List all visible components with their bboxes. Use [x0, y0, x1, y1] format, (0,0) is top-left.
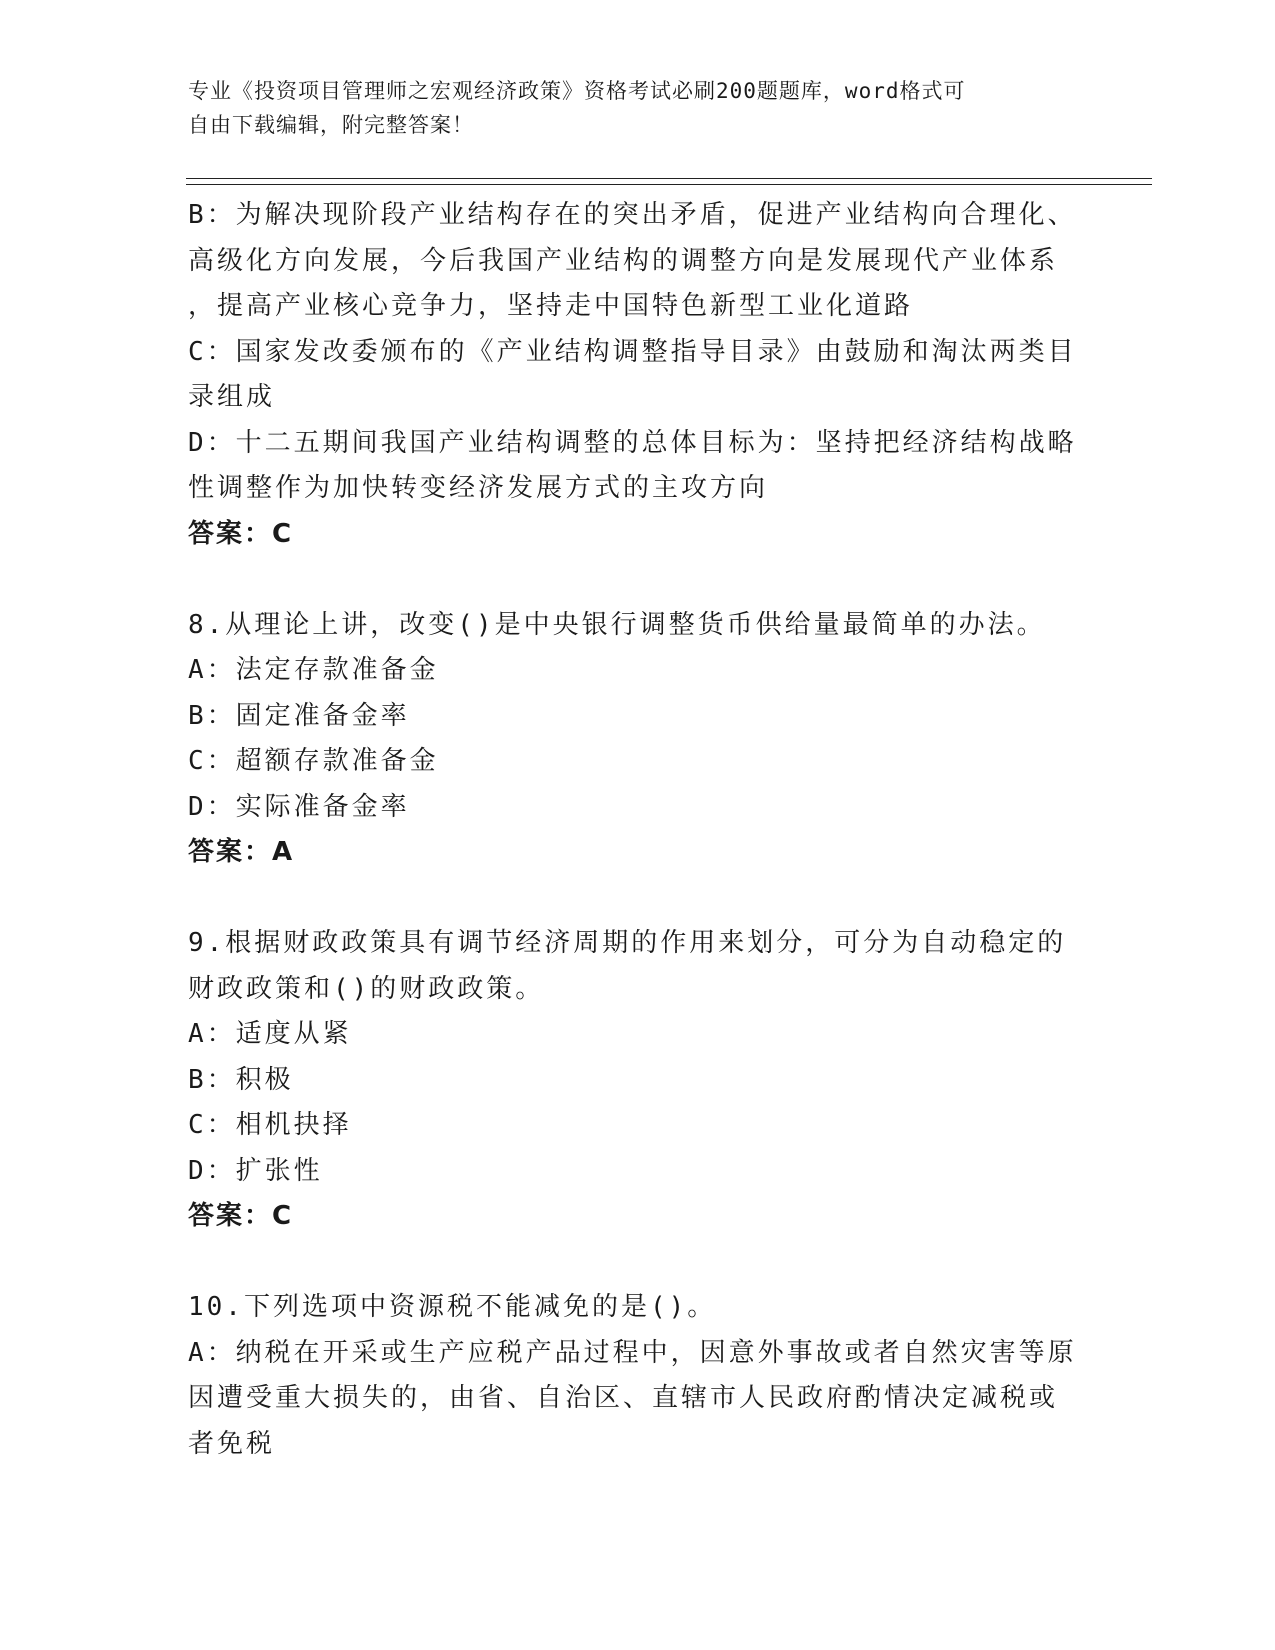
spacer [188, 1240, 1088, 1286]
option-d: D：扩张性 [188, 1155, 323, 1186]
option-a: A：法定存款准备金 [188, 655, 439, 685]
option-c-line: 录组成 [188, 382, 276, 412]
option-a-line: 因遭受重大损失的，由省、自治区、直辖市人民政府酌情决定减税或 [188, 1383, 1059, 1413]
answer-label: 答案：C [188, 518, 294, 549]
option-c-line: C：国家发改委颁布的《产业结构调整指导目录》由鼓励和淘汰两类目 [188, 336, 1077, 367]
option-c: C：相机抉择 [188, 1110, 352, 1140]
option-c: C：超额存款准备金 [188, 746, 439, 776]
option-b-line: 高级化方向发展，今后我国产业结构的调整方向是发展现代产业体系 [188, 245, 1059, 276]
question-10 [188, 1285, 1088, 1467]
option-d-line: D：十二五期间我国产业结构调整的总体目标为：坚持把经济结构战略 [188, 427, 1077, 458]
option-b: B：积极 [188, 1064, 294, 1095]
question-text: 8.从理论上讲，改变()是中央银行调整货币供给量最简单的办法。 [188, 609, 1046, 640]
question-text: 财政政策和()的财政政策。 [188, 973, 545, 1004]
header-rule-bottom [186, 184, 1152, 185]
question-7-remainder [188, 193, 1088, 557]
spacer [188, 876, 1088, 922]
option-d-line: 性调整作为加快转变经济发展方式的主攻方向 [188, 473, 769, 503]
header-rule-top [186, 178, 1152, 179]
option-b: B：固定准备金率 [188, 700, 410, 731]
option-a: A：适度从紧 [188, 1019, 352, 1049]
header-line-1: 专业《投资项目管理师之宏观经济政策》资格考试必刷200题题库，word格式可 [188, 79, 966, 103]
question-text: 10.下列选项中资源税不能减免的是()。 [188, 1292, 717, 1322]
option-a-line: A：纳税在开采或生产应税产品过程中，因意外事故或者自然灾害等原 [188, 1337, 1077, 1368]
question-text: 9.根据财政政策具有调节经济周期的作用来划分，可分为自动稳定的 [188, 928, 1067, 958]
option-d: D：实际准备金率 [188, 791, 410, 822]
answer-label: 答案：C [188, 1201, 294, 1231]
option-b-line: ，提高产业核心竞争力，坚持走中国特色新型工业化道路 [188, 291, 914, 321]
question-9 [188, 921, 1088, 1240]
option-a-line: 者免税 [188, 1428, 276, 1459]
question-8 [188, 603, 1088, 876]
document-header [188, 74, 1068, 142]
spacer [188, 557, 1088, 603]
document-body [188, 193, 1088, 1467]
answer-label: 答案：A [188, 837, 295, 867]
option-b-line: B：为解决现阶段产业结构存在的突出矛盾，促进产业结构向合理化、 [188, 200, 1077, 230]
header-line-2: 自由下载编辑，附完整答案！ [188, 113, 474, 137]
